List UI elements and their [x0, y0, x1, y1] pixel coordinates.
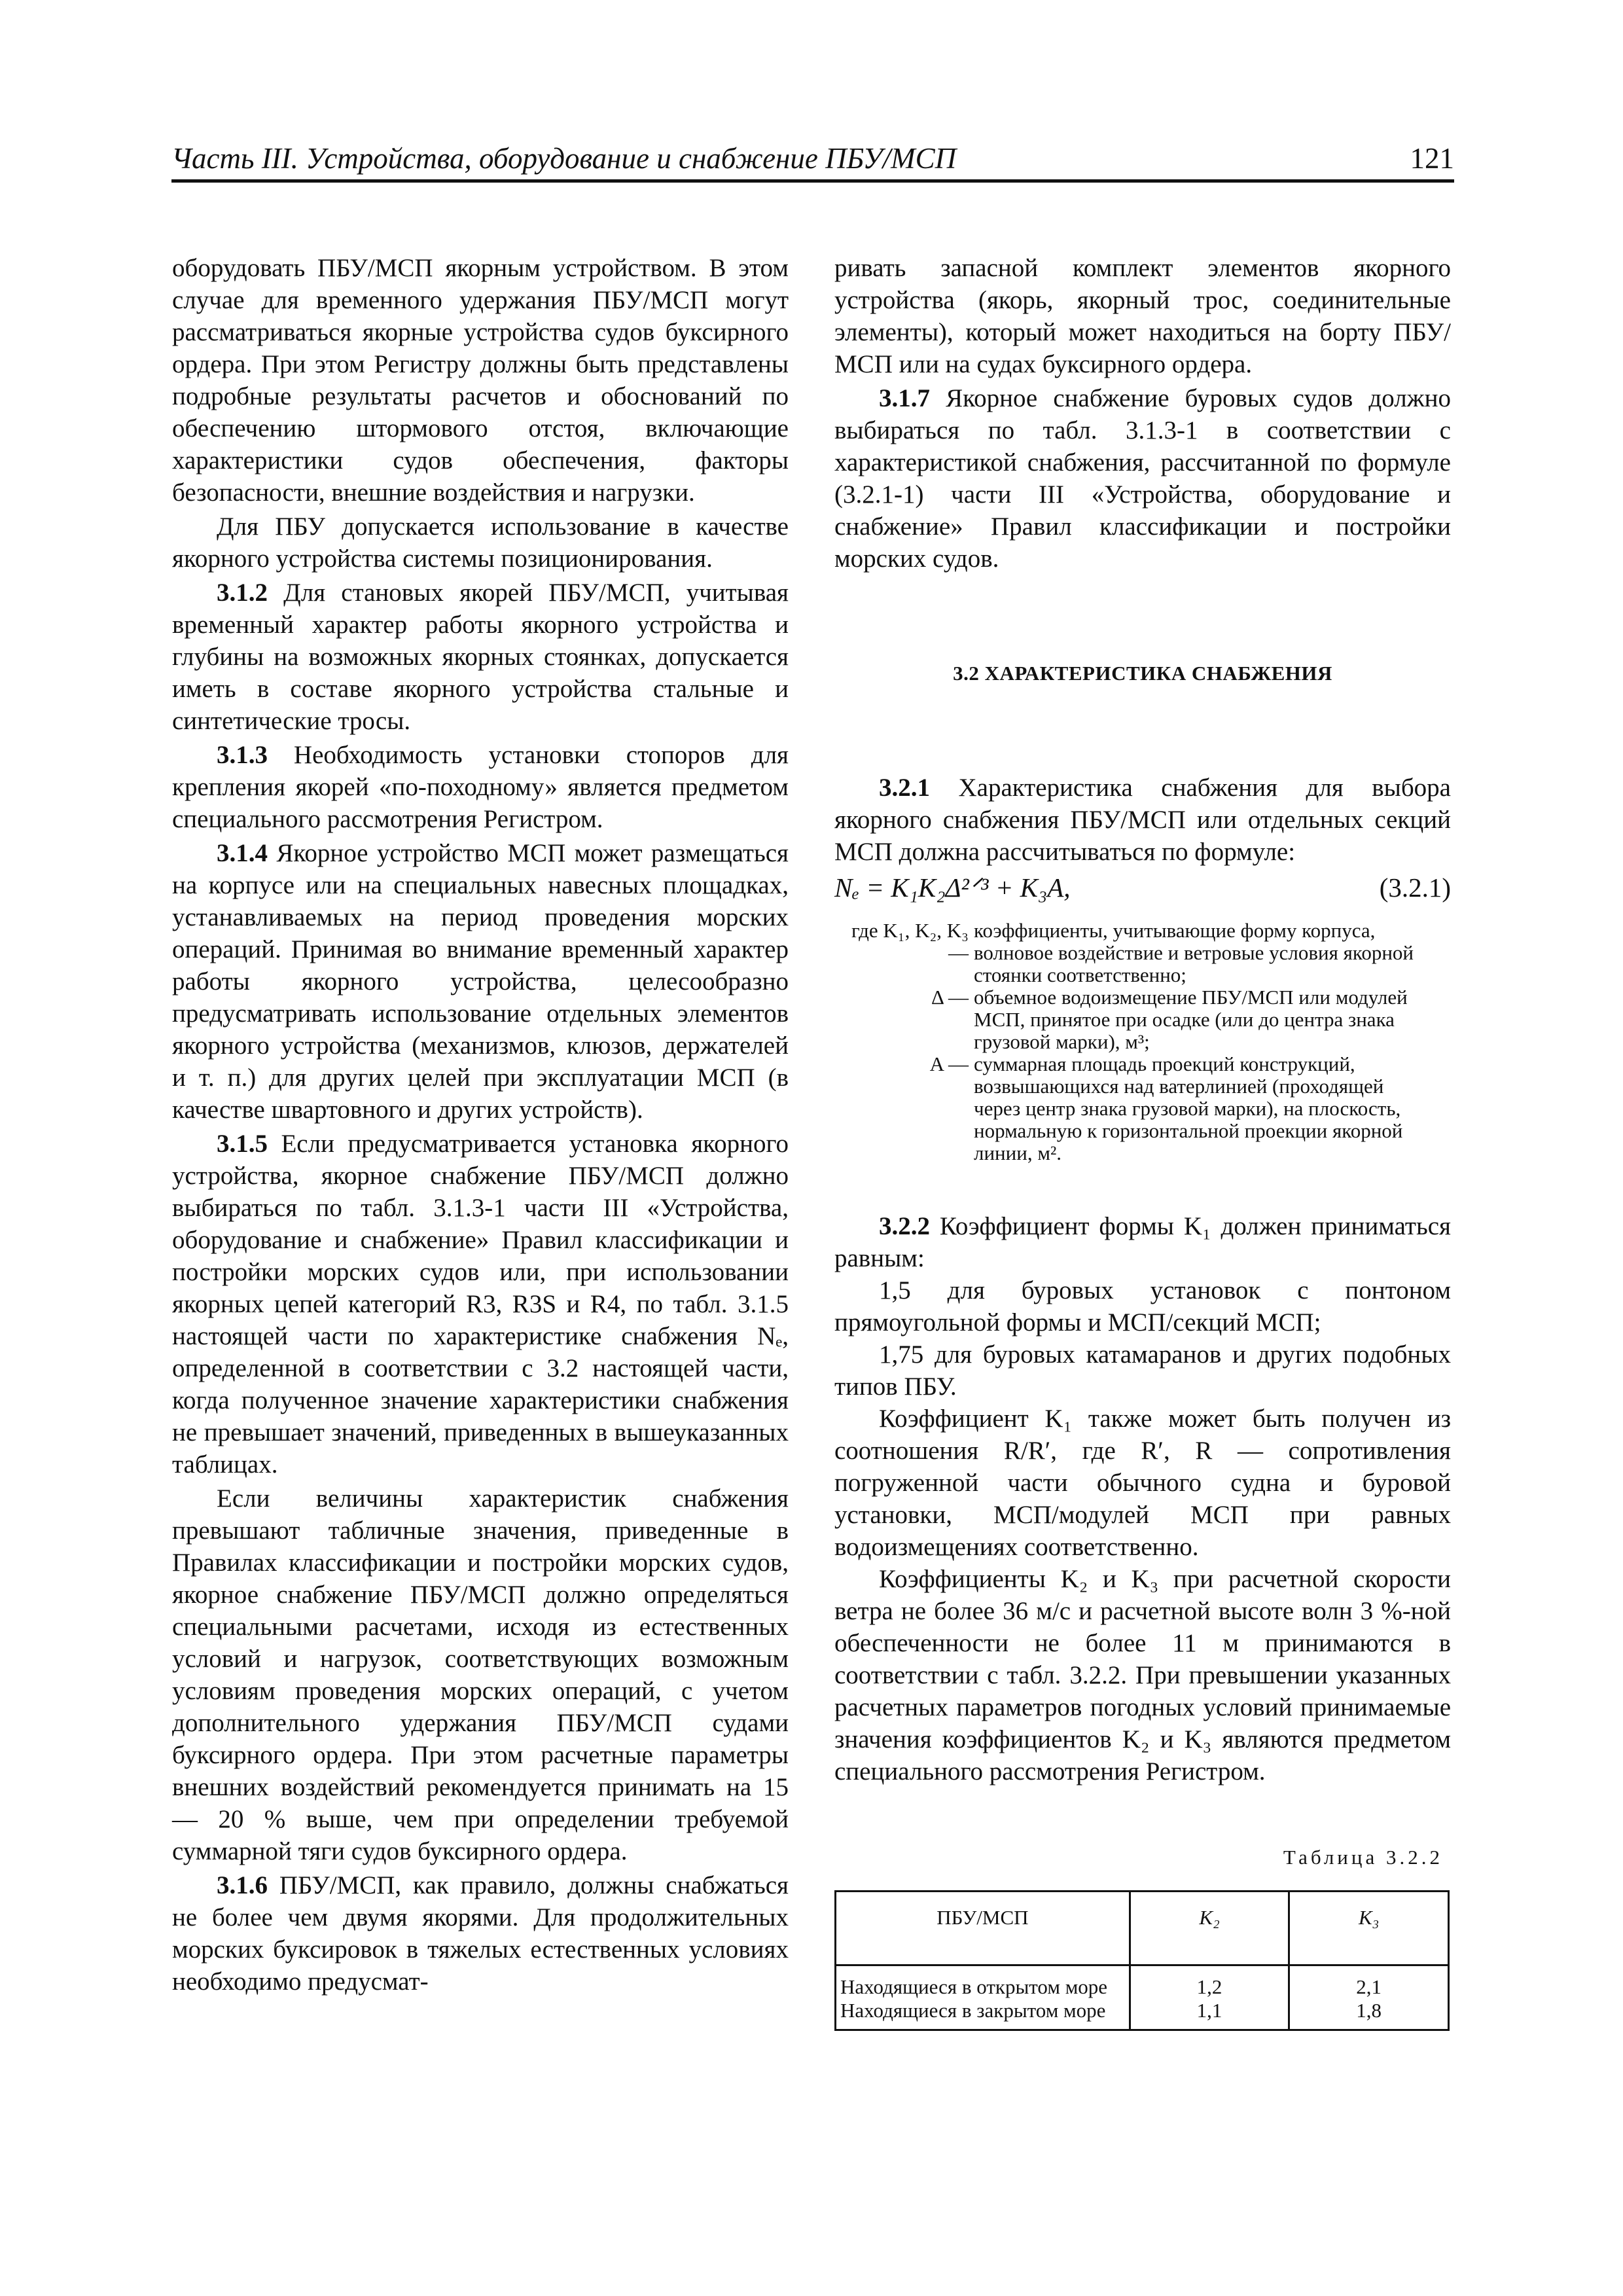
clause-3-1-2 — [172, 577, 789, 737]
section-heading: 3.2 ХАРАКТЕРИСТИКА СНАБЖЕНИЯ — [953, 662, 1332, 685]
clause-3-2-2 — [834, 1210, 1451, 1274]
clause-text: Если предусматривается установка якорного устройства, якорное снабжение ПБУ/МСП должно выбираться по табл. 3.1.3-1 части III «Устройства, оборудование и снабжение» Правил классификации и постройки морских судов или, при использовании якорных цепей категорий R3, R3S и R4, по табл. 3.1.5 настоящей части по характеристике снабжения Nₑ, определенной в соответствии с 3.2 настоящей части, когда полученное значение характеристики снабжения не превышает значений, приведенных в вышеуказанных таблицах. — [172, 1130, 789, 1479]
cell-line: Находящиеся в открытом море — [840, 1975, 1108, 1998]
clause-number: 3.1.5 — [217, 1130, 268, 1158]
coefficients-table — [834, 1890, 1450, 2031]
legend-text: коэффициенты, учитывающие форму корпуса, волновое воздействие и ветровые условия якорной стоянки соответственно; — [974, 919, 1414, 986]
clause-3-1-4 — [172, 837, 789, 1126]
clause-text: ПБУ/МСП, как правило, должны снабжаться не более чем двумя якорями. Для продолжительных морских буксировок в тяжелых естественных условиях необходимо предусмат- — [172, 1871, 789, 1996]
page-number: 121 — [1410, 142, 1454, 175]
paragraph: Для ПБУ допускается использование в качестве якорного устройства системы позиционирования. — [172, 512, 789, 573]
clause-3-1-7 — [834, 382, 1451, 575]
table-caption: Таблица 3.2.2 — [1283, 1846, 1443, 1869]
clause-text: Характеристика снабжения для выбора якорного снабжения ПБУ/МСП или отдельных секций МСП должна рассчитываться по формуле: — [834, 774, 1451, 866]
clause-text: Якорное устройство МСП может размещаться на корпусе или на специальных навесных площадках, устанавливаемых на период проведения морских операций. Принимая во внимание временный характер работы якорного устройства, целесообразно предусматривать использование отдельных элементов якорного устройства (механизмов, клюзов, держателей и т. п.) для других целей при эксплуатации МСП (в качестве швартовного и других устройств). — [172, 839, 789, 1124]
clause-text: Якорное снабжение буровых судов должно выбираться по табл. 3.1.3-1 в соответствии с характеристикой снабжения, рассчитанной по формуле (3.2.1-1) части III «Устройства, оборудование и снабжение» Правил классификации и постройки морских судов. — [834, 384, 1451, 573]
legend-text: объемное водоизмещение ПБУ/МСП или модулей МСП, принятое при осадке (или до центра знака грузовой марки), м³; — [974, 986, 1408, 1053]
clause-text: Для становых якорей ПБУ/МСП, учитывая временный характер работы якорного устройства и глубины на возможных якорных стоянках, допускается иметь в составе якорного устройства стальные и синтетические тросы. — [172, 579, 789, 735]
legend-row — [834, 920, 1451, 986]
formula-number: (3.2.1) — [1379, 872, 1451, 903]
table-header: ПБУ/МСП — [836, 1892, 1130, 1965]
left-column — [172, 252, 789, 1998]
paragraph: Если величины характеристик снабжения превышают табличные значения, приведенные в Правилах классификации и постройки морских судов, якорное снабжение ПБУ/МСП должно определяться специальными расчетами, исходя из естественных условий и нагрузок, соответствующих возможным условиям проведения морских операций, с учетом дополнительного удержания ПБУ/МСП судами буксирного ордера. При этом расчетные параметры внешних воздействий рекомендуется принимать на 15 — 20 % выше, чем при определении требуемой суммарной тяги судов буксирного ордера. — [172, 1484, 789, 1865]
clause-number: 3.1.2 — [217, 579, 268, 607]
table-row — [836, 1965, 1449, 2030]
paragraph: Коэффициент K₁ также может быть получен из соотношения R/R′, где R′, R — сопротивления погруженной части обычного судна и буровой установки, МСП/модулей МСП при равных водоизмещениях соответственно. — [834, 1405, 1451, 1561]
legend-label: где K₁, K₂, K₃ — — [851, 919, 969, 964]
clause-number: 3.1.6 — [217, 1871, 268, 1899]
table-cell — [1289, 1965, 1449, 2030]
clause-3-1-3 — [172, 739, 789, 835]
formula-expression: Nₑ = K₁K₂Δ²ᐟ³ + K₃A, — [834, 872, 1071, 903]
legend-row — [834, 1053, 1451, 1164]
table-cell — [836, 1965, 1130, 2030]
paragraph: 1,5 для буровых установок с понтоном прямоугольной формы и МСП/секций МСП; — [834, 1276, 1451, 1336]
legend-label: Δ — — [931, 986, 969, 1009]
header-title: Часть III. Устройства, оборудование и снабжение ПБУ/МСП — [171, 142, 957, 175]
clause-text: Коэффициент формы K₁ должен приниматься равным: — [834, 1212, 1451, 1272]
clause-number: 3.2.2 — [879, 1212, 930, 1240]
cell-line: Находящиеся в закрытом море — [840, 1999, 1106, 2022]
clause-text: Необходимость установки стопоров для крепления якорей «по-походному» является предметом специального рассмотрения Регистром. — [172, 741, 789, 833]
paragraph: оборудовать ПБУ/МСП якорным устройством. В этом случае для временного удержания ПБУ/МСП могут рассматриваться якорные устройства судов буксирного ордера. При этом Регистру должны быть представлены подробные результаты расчетов и обоснований по обеспечению штормового отстоя, включающие характеристики судов обеспечения, факторы безопасности, внешние воздействия и нагрузки. — [172, 254, 789, 507]
table-header: K₃ — [1289, 1892, 1449, 1965]
cell-line: 1,2 — [1196, 1975, 1222, 1998]
right-column — [834, 252, 1451, 2031]
clause-number: 3.2.1 — [879, 774, 930, 802]
cell-line: 2,1 — [1356, 1975, 1382, 1998]
clause-number: 3.1.4 — [217, 839, 268, 867]
cell-line: 1,1 — [1196, 1999, 1222, 2022]
table-header-row — [836, 1892, 1449, 1965]
clause-3-1-6 — [172, 1869, 789, 1998]
clause-number: 3.1.7 — [879, 384, 930, 412]
paragraph: 1,75 для буровых катамаранов и других подобных типов ПБУ. — [834, 1340, 1451, 1401]
running-header — [171, 137, 1454, 183]
legend-text: суммарная площадь проекций конструкций, возвышающихся над ватерлинией (проходящей через центр знака грузовой марки), на плоскость, нормальную к горизонтальной проекции якорной линии, м². — [974, 1052, 1403, 1164]
cell-line: 1,8 — [1356, 1999, 1382, 2022]
table-header: K₂ — [1130, 1892, 1289, 1965]
formula — [834, 870, 1451, 906]
clause-3-1-5 — [172, 1128, 789, 1480]
legend-row — [834, 986, 1451, 1053]
table-cell — [1130, 1965, 1289, 2030]
clause-3-2-1 — [834, 772, 1451, 868]
paragraph: ривать запасной комплект элементов якорного устройства (якорь, якорный трос, соединительные элементы), который может находиться на борту ПБУ/МСП или на судах буксирного ордера. — [834, 254, 1451, 378]
formula-legend — [834, 920, 1451, 1164]
paragraph: Коэффициенты K₂ и K₃ при расчетной скорости ветра не более 36 м/с и расчетной высоте волн 3 %-ной обеспеченности не более 11 м принимаются в соответствии с табл. 3.2.2. При превышении указанных расчетных параметров погодных условий принимаемые значения коэффициентов K₂ и K₃ являются предметом специального рассмотрения Регистром. — [834, 1565, 1451, 1785]
legend-label: A — — [929, 1052, 969, 1075]
clause-number: 3.1.3 — [217, 741, 268, 769]
